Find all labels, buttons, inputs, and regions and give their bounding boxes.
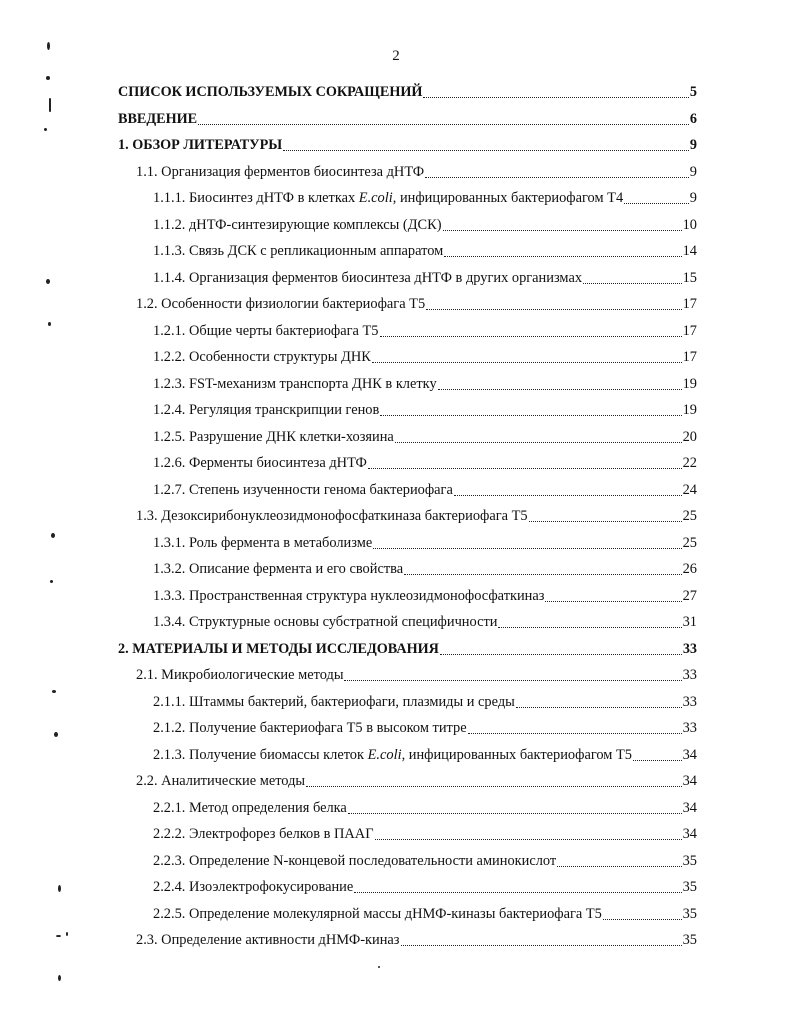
- toc-entry[interactable]: [118, 638, 697, 660]
- toc-dot-leader: [440, 653, 682, 655]
- toc-entry-page: 9: [689, 163, 697, 180]
- toc-entry-page: 31: [682, 614, 697, 630]
- toc-entry[interactable]: [153, 479, 697, 501]
- toc-dot-leader: [468, 732, 682, 734]
- toc-dot-leader: [344, 679, 681, 681]
- toc-dot-leader: [444, 255, 681, 257]
- toc-entry-page: 35: [682, 852, 697, 869]
- toc-entry-title: 1.2.1. Общие черты бактериофага Т5: [153, 322, 379, 339]
- toc-entry-page: 33: [682, 640, 697, 657]
- toc-entry-page: 27: [682, 587, 697, 604]
- toc-entry[interactable]: [153, 717, 697, 739]
- toc-entry-title: 2.1. Микробиологические методы: [136, 667, 344, 683]
- toc-entry-page: 6: [689, 110, 697, 127]
- toc-entry-title: 2.3. Определение активности дНМФ-киназ: [136, 932, 400, 948]
- toc-entry[interactable]: [118, 134, 697, 156]
- toc-dot-leader: [375, 838, 682, 840]
- toc-entry-title: 2.2.5. Определение молекулярной массы дНМФ-киназы бактериофага Т5: [153, 905, 602, 922]
- toc-entry-title: 1.1.2. дНТФ-синтезирующие комплексы (ДСК): [153, 216, 442, 233]
- scan-speck: [50, 580, 53, 583]
- toc-dot-leader: [498, 626, 681, 628]
- toc-entry-title: СПИСОК ИСПОЛЬЗУЕМЫХ СОКРАЩЕНИЙ: [118, 84, 423, 100]
- toc-entry-title: 2.2. Аналитические методы: [136, 773, 306, 789]
- toc-dot-leader: [380, 335, 682, 337]
- toc-dot-leader: [426, 308, 681, 310]
- toc-entry[interactable]: [153, 797, 697, 819]
- toc-dot-leader: [372, 361, 682, 363]
- toc-entry-title: 2.1.3. Получение биомассы клеток E.coli, инфицированных бактериофагом Т5: [153, 746, 632, 763]
- toc-dot-leader: [354, 891, 681, 893]
- toc-dot-leader: [633, 759, 682, 761]
- toc-entry-page: 17: [682, 322, 697, 339]
- toc-entry-page: 24: [682, 481, 697, 498]
- toc-entry-page: 33: [682, 720, 697, 736]
- toc-entry-title: 1.3.4. Структурные основы субстратной специфичности: [153, 614, 498, 630]
- toc-entry-page: 35: [682, 905, 697, 922]
- toc-dot-leader: [373, 547, 681, 549]
- scan-speck: [66, 932, 68, 936]
- toc-dot-leader: [545, 600, 681, 602]
- scan-speck: [46, 76, 50, 80]
- scan-speck: [378, 966, 380, 968]
- scan-speck: [47, 42, 50, 50]
- toc-dot-leader: [438, 388, 682, 390]
- toc-entry[interactable]: [136, 505, 697, 527]
- toc-entry-page: 20: [682, 428, 697, 445]
- scan-speck: [54, 732, 58, 737]
- toc-dot-leader: [624, 202, 689, 204]
- toc-entry-page: 33: [682, 693, 697, 710]
- toc-entry[interactable]: [153, 399, 697, 421]
- toc-entry-page: 17: [682, 349, 697, 365]
- toc-entry-title: 1.2.3. FST-механизм транспорта ДНК в клетку: [153, 375, 437, 392]
- toc-entry-title: 1.1.3. Связь ДСК с репликационным аппаратом: [153, 243, 444, 259]
- toc-entry-page: 34: [682, 799, 697, 816]
- toc-entry[interactable]: [153, 346, 697, 368]
- toc-entry-page: 15: [682, 269, 697, 286]
- toc-entry-title: 2. МАТЕРИАЛЫ И МЕТОДЫ ИССЛЕДОВАНИЯ: [118, 640, 439, 657]
- toc-entry[interactable]: [153, 585, 697, 607]
- toc-entry-title: 2.1.1. Штаммы бактерий, бактериофаги, плазмиды и среды: [153, 693, 515, 710]
- toc-entry[interactable]: [153, 611, 697, 633]
- toc-entry-title: 1.3.3. Пространственная структура нуклеозидмонофосфаткиназ: [153, 587, 545, 604]
- toc-entry-page: 34: [682, 826, 697, 842]
- toc-entry[interactable]: [153, 187, 697, 209]
- scan-speck: [58, 975, 61, 981]
- toc-entry-title: ВВЕДЕНИЕ: [118, 110, 198, 127]
- toc-entry-title: 2.1.2. Получение бактериофага Т5 в высоком титре: [153, 720, 467, 736]
- toc-dot-leader: [423, 96, 688, 98]
- toc-entry-title: 1.2.4. Регуляция транскрипции генов: [153, 402, 380, 418]
- toc-entry-page: 14: [682, 243, 697, 259]
- toc-entry[interactable]: [153, 691, 697, 713]
- page-number: 2: [392, 48, 400, 64]
- toc-entry[interactable]: [153, 452, 697, 474]
- scan-speck: [48, 322, 51, 326]
- toc-entry-title: 1.1. Организация ферментов биосинтеза дНТФ: [136, 163, 425, 180]
- toc-entry-title: 1.1.4. Организация ферментов биосинтеза дНТФ в других организмах: [153, 269, 583, 286]
- toc-entry-page: 10: [682, 216, 697, 233]
- scan-speck: [58, 885, 61, 892]
- toc-entry[interactable]: [153, 823, 697, 845]
- toc-entry-page: 34: [682, 746, 697, 763]
- toc-dot-leader: [425, 176, 689, 178]
- toc-entry[interactable]: [153, 320, 697, 342]
- toc-entry[interactable]: [153, 532, 697, 554]
- toc-entry-title: 2.2.2. Электрофорез белков в ПААГ: [153, 826, 374, 842]
- toc-entry-page: 26: [682, 561, 697, 577]
- toc-entry-page: 35: [682, 932, 697, 948]
- toc-dot-leader: [198, 123, 689, 125]
- scan-speck: [44, 128, 47, 131]
- toc-dot-leader: [348, 812, 682, 814]
- toc-dot-leader: [583, 282, 682, 284]
- scan-speck: [52, 690, 56, 693]
- toc-entry[interactable]: [153, 373, 697, 395]
- toc-entry-page: 25: [682, 508, 697, 524]
- toc-dot-leader: [395, 441, 682, 443]
- toc-entry-title: 1.3.2. Описание фермента и его свойства: [153, 561, 404, 577]
- toc-entry-title: 2.2.1. Метод определения белка: [153, 799, 347, 816]
- toc-entry-title: 1.2.7. Степень изученности генома бактериофага: [153, 481, 453, 498]
- toc-entry-page: 19: [682, 375, 697, 392]
- toc-entry[interactable]: [153, 426, 697, 448]
- scan-speck: [56, 935, 61, 937]
- toc-entry[interactable]: [153, 214, 697, 236]
- toc-entry-title: 2.2.3. Определение N-концевой последовательности аминокислот: [153, 852, 557, 869]
- toc-entry-title: 1. ОБЗОР ЛИТЕРАТУРЫ: [118, 137, 283, 153]
- toc-entry-page: 22: [682, 455, 697, 471]
- toc-entry[interactable]: [118, 108, 697, 130]
- toc-entry-page: 34: [682, 773, 697, 789]
- toc-entry-title: 1.1.1. Биосинтез дНТФ в клетках E.coli, инфицированных бактериофагом Т4: [153, 190, 624, 206]
- toc-entry[interactable]: [153, 876, 697, 898]
- toc-dot-leader: [380, 414, 681, 416]
- toc-entry-page: 25: [682, 534, 697, 551]
- toc-entry-page: 5: [689, 84, 697, 100]
- scan-speck: [51, 533, 55, 538]
- toc-entry-page: 9: [689, 137, 697, 153]
- toc-entry-title: 1.2. Особенности физиологии бактериофага Т5: [136, 296, 426, 312]
- toc-entry[interactable]: [153, 240, 697, 262]
- toc-dot-leader: [454, 494, 682, 496]
- toc-entry[interactable]: [153, 850, 697, 872]
- toc-dot-leader: [404, 573, 681, 575]
- toc-entry-title: 1.2.5. Разрушение ДНК клетки-хозяина: [153, 428, 394, 445]
- toc-entry-page: 35: [682, 879, 697, 895]
- toc-dot-leader: [603, 918, 682, 920]
- toc-entry[interactable]: [136, 161, 697, 183]
- toc-entry[interactable]: [153, 267, 697, 289]
- toc-entry[interactable]: [136, 929, 697, 951]
- toc-entry-title: 2.2.4. Изоэлектрофокусирование: [153, 879, 354, 895]
- toc-dot-leader: [516, 706, 682, 708]
- toc-entry[interactable]: [153, 558, 697, 580]
- scan-speck: [49, 98, 51, 112]
- toc-dot-leader: [306, 785, 682, 787]
- toc-entry[interactable]: [118, 81, 697, 103]
- toc-dot-leader: [529, 520, 682, 522]
- toc-dot-leader: [368, 467, 682, 469]
- toc-dot-leader: [401, 944, 682, 946]
- toc-entry-title: 1.3. Дезоксирибонуклеозидмонофосфаткиназа бактериофага Т5: [136, 508, 528, 524]
- toc-entry[interactable]: [153, 903, 697, 925]
- toc-entry-title: 1.2.6. Ферменты биосинтеза дНТФ: [153, 455, 367, 471]
- toc-entry-page: 17: [682, 296, 697, 312]
- toc-entry-title: 1.3.1. Роль фермента в метаболизме: [153, 534, 373, 551]
- toc-entry-page: 33: [682, 667, 697, 683]
- toc-dot-leader: [283, 149, 689, 151]
- scan-speck: [46, 279, 50, 284]
- toc-entry-page: 9: [689, 190, 697, 206]
- toc-entry-title: 1.2.2. Особенности структуры ДНК: [153, 349, 371, 365]
- toc-entry[interactable]: [136, 664, 697, 686]
- toc-dot-leader: [557, 865, 681, 867]
- toc-dot-leader: [443, 229, 682, 231]
- toc-entry-page: 19: [682, 402, 697, 418]
- toc-entry[interactable]: [153, 744, 697, 766]
- toc-entry[interactable]: [136, 293, 697, 315]
- toc-entry[interactable]: [136, 770, 697, 792]
